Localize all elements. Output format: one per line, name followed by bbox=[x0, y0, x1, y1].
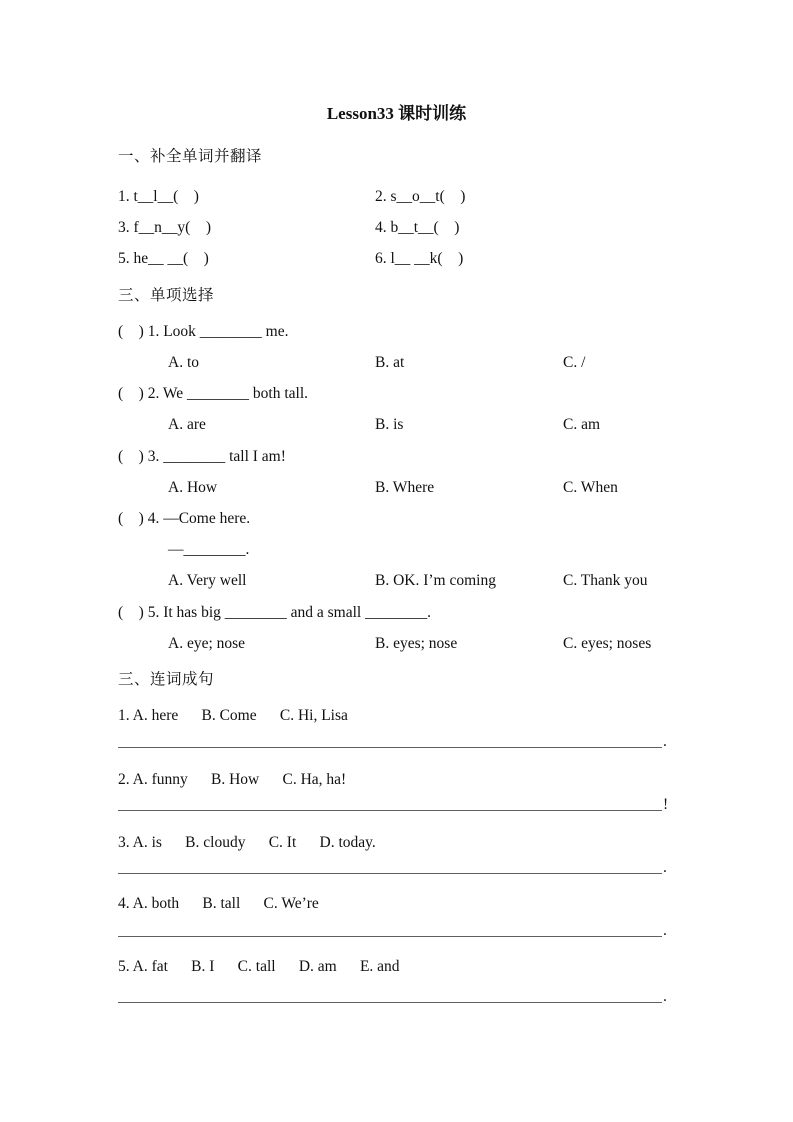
word-items-row-2 bbox=[118, 218, 459, 237]
blank-end-punct: . bbox=[663, 733, 667, 750]
option-a: A. eye; nose bbox=[168, 635, 246, 652]
answer-blank-3 bbox=[118, 857, 667, 874]
answer-line bbox=[118, 793, 662, 811]
word-item-4: 4. b__t__( ) bbox=[375, 219, 460, 236]
option-c: C. When bbox=[563, 479, 618, 496]
option-a: A. to bbox=[168, 354, 199, 371]
word-item-1: 1. t__l__( ) bbox=[118, 188, 199, 205]
option-b: B. Where bbox=[375, 479, 435, 496]
option-a: A. Very well bbox=[168, 572, 247, 589]
word-items-row-1 bbox=[118, 187, 465, 206]
word-item-6: 6. l__ __k( ) bbox=[375, 250, 464, 267]
word-item-5: 5. he__ __( ) bbox=[118, 250, 209, 267]
option-c: C. am bbox=[563, 416, 601, 433]
question-stem-4: ( ) 4. —Come here. bbox=[118, 510, 251, 527]
word-item-3: 3. f__n__y( ) bbox=[118, 219, 211, 236]
page-title: Lesson33 课时训练 bbox=[326, 104, 467, 123]
question-stem-5: ( ) 5. It has big ________ and a small ________. bbox=[118, 604, 431, 621]
question-options-1 bbox=[118, 353, 585, 372]
blank-end-punct: . bbox=[663, 859, 667, 876]
blank-end-punct: . bbox=[663, 922, 667, 939]
option-a: A. are bbox=[168, 416, 206, 433]
section-reorder-heading: 三、连词成句 bbox=[118, 671, 215, 688]
answer-blank-5 bbox=[118, 986, 667, 1003]
option-c: C. / bbox=[563, 354, 586, 371]
answer-blank-4 bbox=[118, 920, 667, 937]
word-item-2: 2. s__o__t( ) bbox=[375, 188, 466, 205]
option-a: A. How bbox=[168, 479, 218, 496]
option-b: B. at bbox=[375, 354, 405, 371]
question-options-5 bbox=[118, 634, 651, 653]
reorder-item-1: 1. A. here B. Come C. Hi, Lisa bbox=[118, 707, 348, 724]
answer-line bbox=[118, 730, 662, 748]
question-stem-3: ( ) 3. ________ tall I am! bbox=[118, 448, 286, 465]
answer-line bbox=[118, 985, 662, 1003]
question-stem-2: ( ) 2. We ________ both tall. bbox=[118, 385, 309, 402]
question-options-2 bbox=[118, 415, 600, 434]
blank-end-punct: . bbox=[663, 988, 667, 1005]
answer-line bbox=[118, 856, 662, 874]
blank-end-punct: ! bbox=[663, 796, 669, 813]
question-stem-1: ( ) 1. Look ________ me. bbox=[118, 323, 289, 340]
reorder-item-3: 3. A. is B. cloudy C. It D. today. bbox=[118, 834, 376, 851]
section-words-heading: 一、补全单词并翻译 bbox=[118, 148, 263, 165]
question-stem-4-reply: —________. bbox=[168, 541, 250, 558]
option-b: B. OK. I’m coming bbox=[375, 572, 496, 589]
section-choice-heading: 三、单项选择 bbox=[118, 287, 215, 304]
question-options-3 bbox=[118, 478, 618, 497]
answer-line bbox=[118, 919, 662, 937]
answer-blank-2 bbox=[118, 794, 668, 811]
option-b: B. is bbox=[375, 416, 404, 433]
reorder-item-2: 2. A. funny B. How C. Ha, ha! bbox=[118, 771, 347, 788]
option-b: B. eyes; nose bbox=[375, 635, 458, 652]
reorder-item-5: 5. A. fat B. I C. tall D. am E. and bbox=[118, 958, 400, 975]
option-c: C. Thank you bbox=[563, 572, 648, 589]
word-items-row-3 bbox=[118, 249, 463, 268]
answer-blank-1 bbox=[118, 731, 667, 748]
question-options-4 bbox=[118, 571, 648, 590]
reorder-item-4: 4. A. both B. tall C. We’re bbox=[118, 895, 319, 912]
option-c: C. eyes; noses bbox=[563, 635, 652, 652]
